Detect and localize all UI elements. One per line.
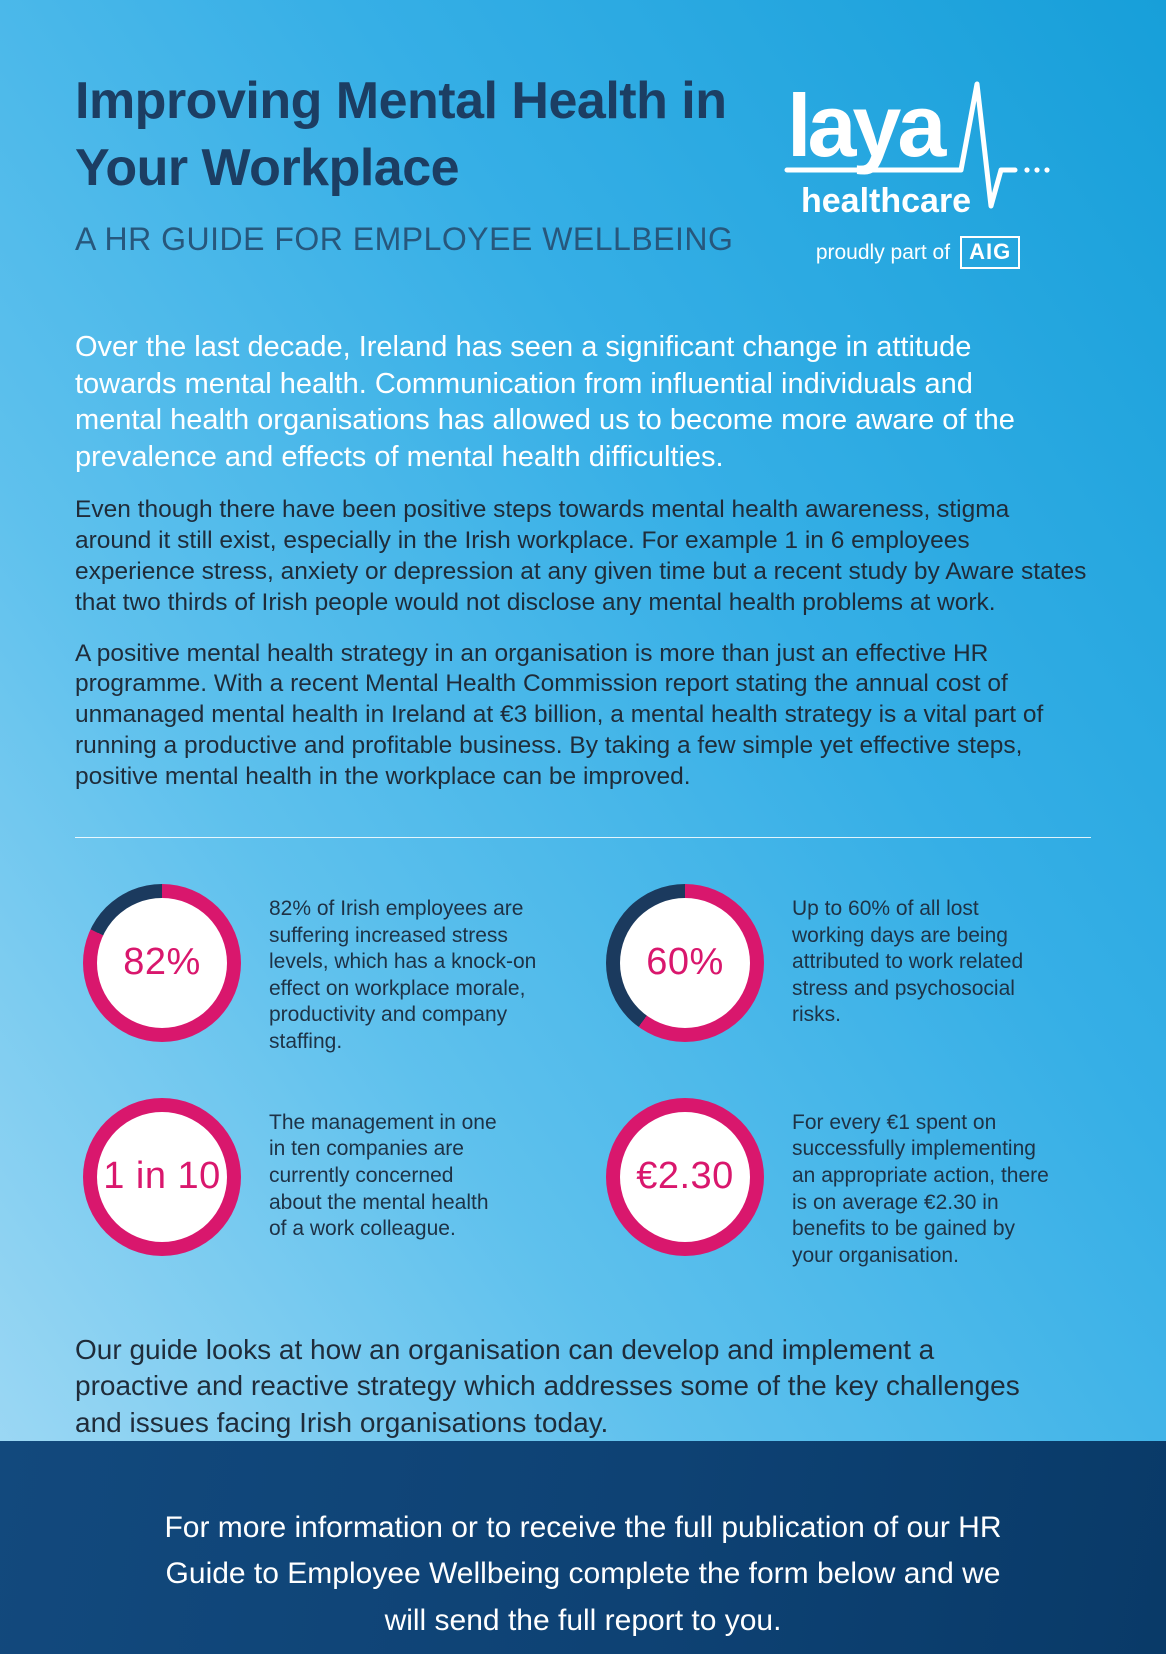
tagline-text: proudly part of (815, 240, 951, 264)
stat-ring-inner (620, 1112, 750, 1242)
stat-ring-inner (620, 898, 750, 1028)
stat-ring-1-in-10 (83, 1098, 241, 1256)
body-paragraph-1: Even though there have been positive steps towards mental health awareness, stigma around it still exist, especially in the Irish workplace. For example 1 in 6 employees experience stress, anxiety or depression at any given time but a recent study by Aware states that two thirds of Irish people would not disclose any mental health problems at work. (75, 496, 1087, 616)
stat-ring-euro (606, 1098, 764, 1256)
stat-value: 82% (123, 941, 201, 984)
stat-text: Up to 60% of all lost working days are being attributed to work related stress and psychosocial risks. (792, 896, 1024, 1027)
page-subtitle: A HR GUIDE FOR EMPLOYEE WELLBEING (75, 221, 734, 258)
stat-value: €2.30 (636, 1155, 734, 1198)
stat-ring-82 (83, 884, 241, 1042)
healthcare-label: healthcare (801, 182, 972, 220)
footer-band (0, 1441, 1166, 1654)
stat-text: For every €1 spent on successfully implementing an appropriate action, there is on average €2.30 in benefits to be gained by your organisation. (792, 1110, 1049, 1268)
stat-ring-inner (97, 898, 227, 1028)
header (75, 68, 1091, 269)
aig-badge: AIG (960, 236, 1020, 269)
stat-ring-60 (606, 884, 764, 1042)
stat-item-82-percent (75, 884, 568, 1056)
stat-item-60-percent (598, 884, 1091, 1056)
section-divider (75, 837, 1091, 838)
closing-paragraph: Our guide looks at how an organisation can develop and implement a proactive and reactive strategy which addresses some of the key challenges and issues facing Irish organisations today. (75, 1333, 1020, 1438)
stat-text: 82% of Irish employees are suffering increased stress levels, which has a knock-on effect on workplace morale, productivity and company staffing. (269, 896, 537, 1054)
laya-healthcare-logo (783, 70, 1053, 269)
laya-wordmark: laya (787, 76, 943, 175)
stat-ring-inner (97, 1112, 227, 1242)
page-title: Improving Mental Health in Your Workplace (75, 72, 727, 197)
stat-item-1-in-10 (75, 1098, 568, 1270)
stat-item-euro-2-30 (598, 1098, 1091, 1270)
laya-logo-graphic (783, 70, 1053, 228)
stat-value: 1 in 10 (103, 1155, 221, 1198)
intro-paragraph: Over the last decade, Ireland has seen a significant change in attitude towards mental health. Communication from influential individuals and mental health organisations has allowed us to become more aware of the prevalence and effects of mental health difficulties. (75, 331, 1015, 473)
stat-text: The management in one in ten companies are currently concerned about the mental health of a work colleague. (269, 1110, 497, 1241)
stat-value: 60% (646, 941, 724, 984)
footer-text: For more information or to receive the full publication of our HR Guide to Employee Wellbeing complete the form below and we will send the full report to you. (164, 1510, 1002, 1637)
logo-tagline (783, 236, 1053, 269)
body-paragraph-2: A positive mental health strategy in an organisation is more than just an effective HR programme. With a recent Mental Health Commission report stating the annual cost of unmanaged mental health in Ireland at €3 billion, a mental health strategy is a vital part of running a productive and profitable business. By taking a few simple yet effective steps, positive mental health in the workplace can be improved. (75, 639, 1044, 790)
title-block (75, 68, 735, 258)
stats-grid (75, 884, 1091, 1270)
